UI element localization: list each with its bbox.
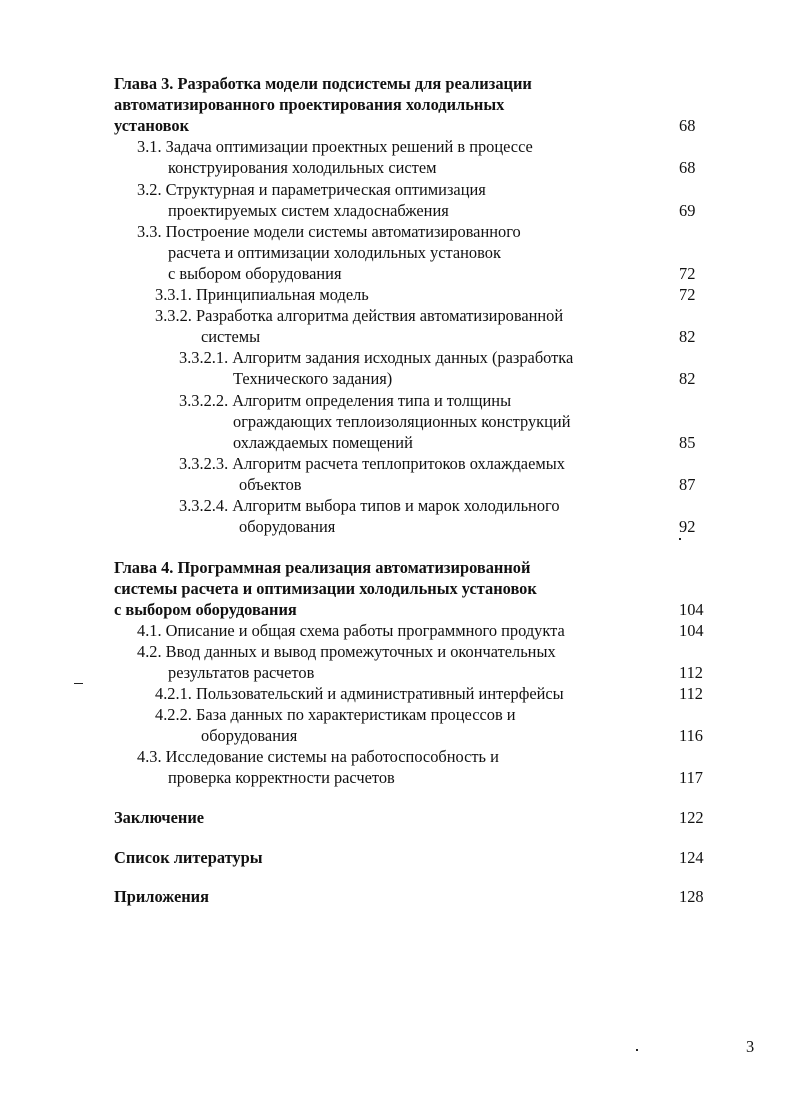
toc-page-number: 122	[679, 808, 704, 827]
toc-page-number: 68	[679, 158, 696, 177]
toc-page-number: 124	[679, 848, 704, 867]
toc-entry-line: 3.2. Структурная и параметрическая оптимизация	[137, 180, 486, 199]
toc-page-number: 112	[679, 663, 703, 682]
toc-page-number: 104	[679, 600, 704, 619]
toc-entry-line: Глава 4. Программная реализация автоматизированной	[114, 558, 531, 577]
toc-entry-line: 3.3.2.3. Алгоритм расчета теплопритоков охлаждаемых	[179, 454, 565, 473]
toc-page-number: 82	[679, 369, 696, 388]
toc-entry-line: системы расчета и оптимизации холодильных установок	[114, 579, 537, 598]
toc-page-number: 128	[679, 887, 704, 906]
toc-entry-line: 3.3.2.2. Алгоритм определения типа и толщины	[179, 391, 512, 410]
toc-page-number: 104	[679, 621, 704, 640]
toc-page-number: 72	[679, 264, 696, 283]
toc-entry-line: 4.2. Ввод данных и вывод промежуточных и окончательных	[137, 642, 556, 661]
toc-entry-line: с выбором оборудования	[168, 264, 342, 283]
toc-entry-line: 3.3.2.4. Алгоритм выбора типов и марок холодильного	[179, 496, 560, 515]
toc-entry-line: автоматизированного проектирования холодильных	[114, 95, 505, 114]
scan-mark	[636, 1049, 638, 1051]
toc-entry-line: проектируемых систем хладоснабжения	[168, 201, 449, 220]
toc-entry-line: системы	[201, 327, 261, 346]
toc-entry-line: Заключение	[114, 808, 205, 827]
toc-entry-line: 3.1. Задача оптимизации проектных решений в процессе	[137, 137, 533, 156]
toc-entry-line: оборудования	[201, 726, 298, 745]
toc-entry-line: 4.2.2. База данных по характеристикам процессов и	[155, 705, 516, 724]
toc-entry-line: проверка корректности расчетов	[168, 768, 395, 787]
toc-entry-line: конструирования холодильных систем	[168, 158, 437, 177]
toc-page-number: 112	[679, 684, 703, 703]
toc-entry-line: 3.3.1. Принципиальная модель	[155, 285, 369, 304]
toc-entry-line: Глава 3. Разработка модели подсистемы для реализации	[114, 74, 532, 93]
toc-entry-line: 3.3.2.1. Алгоритм задания исходных данных (разработка	[179, 348, 574, 367]
toc-entry-line: 4.3. Исследование системы на работоспособность и	[137, 747, 499, 766]
toc-page-number: 117	[679, 768, 703, 787]
toc-page-number: 69	[679, 201, 696, 220]
toc-entry-line: 4.1. Описание и общая схема работы программного продукта	[137, 621, 565, 640]
toc-entry-line: Список литературы	[114, 848, 263, 867]
toc-page-number: 92	[679, 517, 696, 536]
toc-entry-line: с выбором оборудования	[114, 600, 297, 619]
toc-page-number: 85	[679, 433, 696, 452]
page-number: 3	[746, 1037, 755, 1056]
toc-entry-line: объектов	[239, 475, 302, 494]
toc-entry-line: Технического задания)	[233, 369, 393, 388]
scan-mark	[679, 538, 681, 540]
scan-mark	[74, 683, 83, 684]
toc-entry-line: оборудования	[239, 517, 336, 536]
toc-page-number: 87	[679, 475, 696, 494]
toc-page-number: 68	[679, 116, 696, 135]
toc-entry-line: ограждающих теплоизоляционных конструкций	[233, 412, 571, 431]
toc-entry-line: 3.3.2. Разработка алгоритма действия автоматизированной	[155, 306, 564, 325]
toc-entry-line: 4.2.1. Пользовательский и административный интерфейсы	[155, 684, 564, 703]
toc-entry-line: результатов расчетов	[168, 663, 315, 682]
toc-entry-line: расчета и оптимизации холодильных установок	[168, 243, 501, 262]
toc-page-number: 72	[679, 285, 696, 304]
toc-entry-line: Приложения	[114, 887, 209, 906]
toc-page-number: 82	[679, 327, 696, 346]
toc-entry-line: охлаждаемых помещений	[233, 433, 413, 452]
toc-entry-line: 3.3. Построение модели системы автоматизированного	[137, 222, 521, 241]
toc-entry-line: установок	[114, 116, 190, 135]
toc-page-number: 116	[679, 726, 703, 745]
